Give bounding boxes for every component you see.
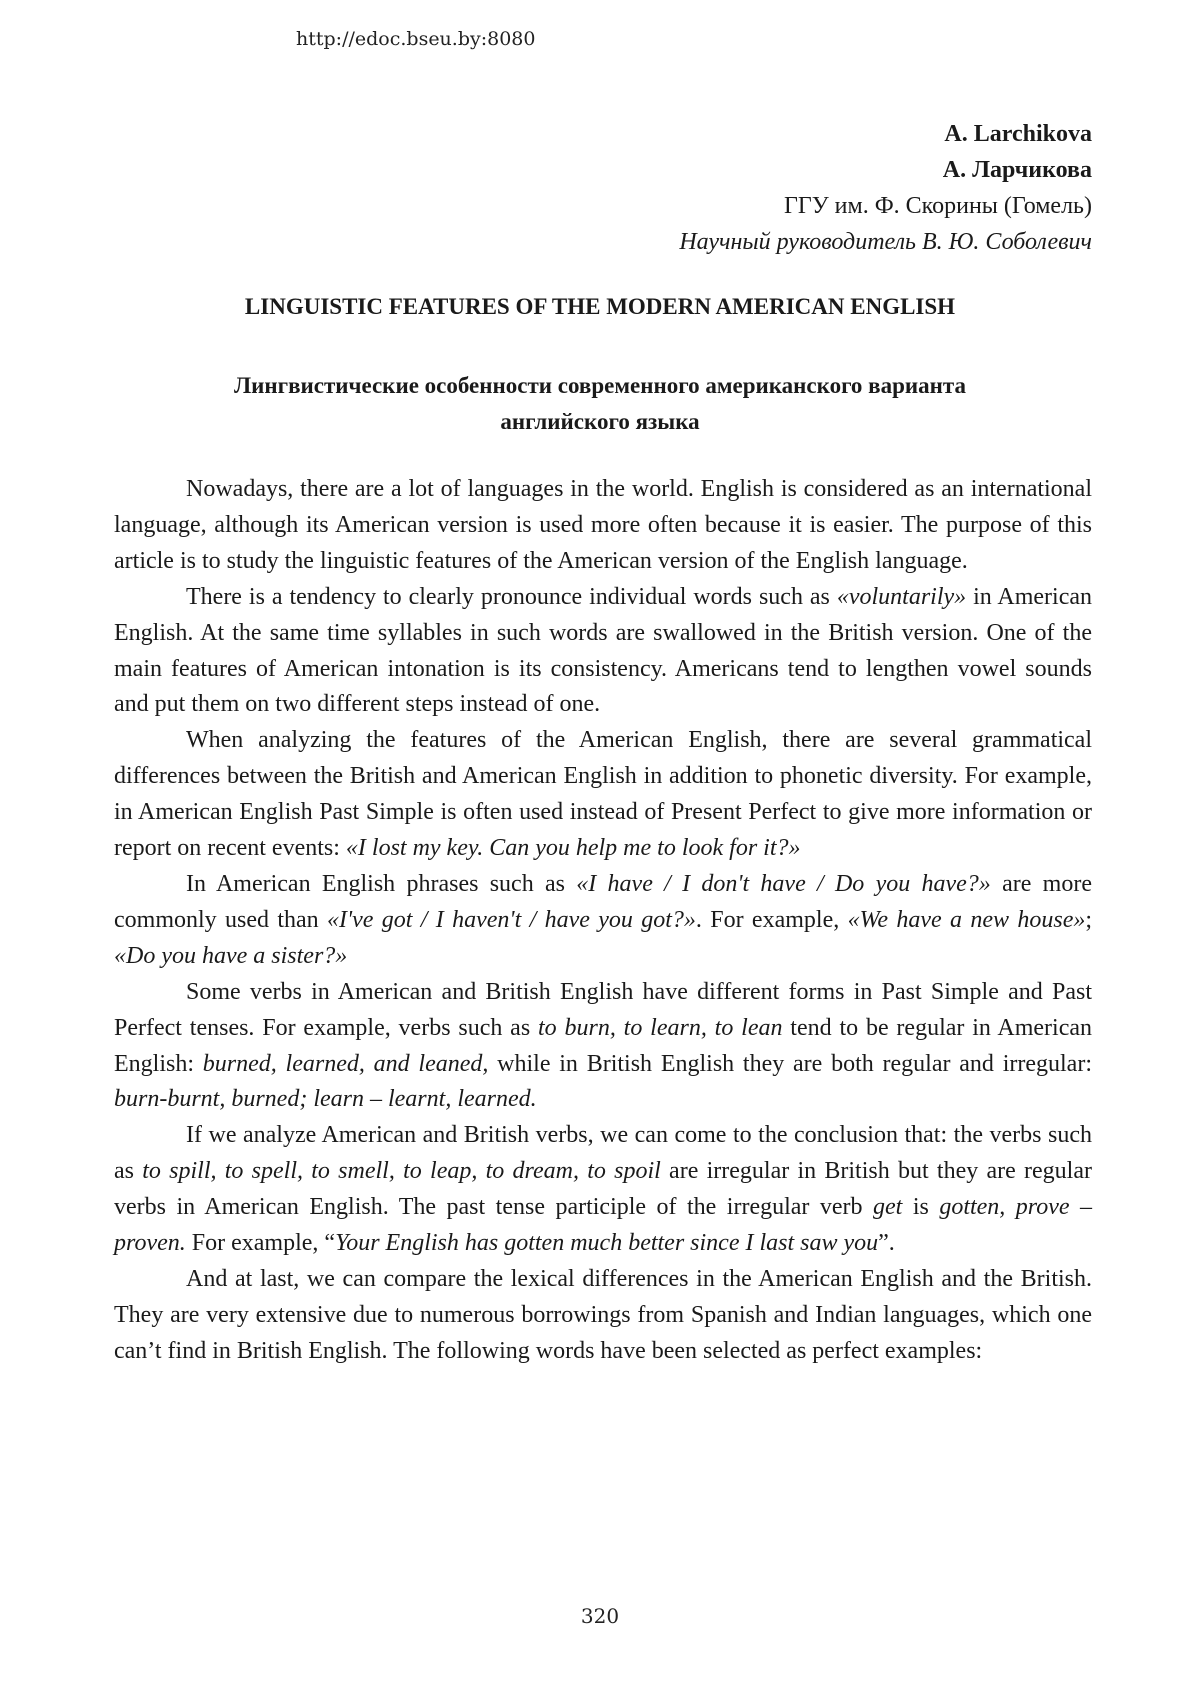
author-name-en: A. Larchikova [944, 121, 1092, 147]
subtitle-line-2: английского языка [500, 409, 700, 434]
supervisor: Научный руководитель В. Ю. Соболевич [679, 229, 1092, 255]
article-subtitle [100, 368, 1100, 440]
paragraph-6: If we analyze American and British verbs, we can come to the conclusion that: the verbs such as to spill, to spell, to smell, to leap, to dream, to spoil are irregular in British but they are regular verbs in American English. The past tense participle of the irregular verb get is gotten, prove – proven. For example, “Your English has gotten much better since I last saw you”. [114, 1122, 1093, 1257]
affiliation: ГГУ им. Ф. Скорины (Гомель) [783, 193, 1092, 219]
author-block [679, 116, 1092, 260]
article-title: LINGUISTIC FEATURES OF THE MODERN AMERICAN ENGLISH [244, 294, 956, 319]
article-body [114, 472, 1092, 1370]
paragraph-4: In American English phrases such as «I have / I don't have / Do you have?» are more commonly used than «I've got / I haven't / have you got?». For example, «We have a new house»; «Do you have a sister?» [114, 870, 1093, 969]
author-name-ru: А. Ларчикова [942, 157, 1092, 183]
subtitle-line-1: Лингвистические особенности современного американского варианта [234, 373, 966, 398]
paragraph-7: And at last, we can compare the lexical differences in the American English and the British. They are very extensive due to numerous borrowings from Spanish and Indian languages, which one can’t find in British English. The following words have been selected as perfect examples: [114, 1265, 1092, 1364]
paragraph-1: Nowadays, there are a lot of languages in the world. English is considered as an international language, although its American version is used more often because it is easier. The purpose of this article is to study the linguistic features of the American version of the English language. [114, 476, 1092, 574]
page-number: 320 [580, 1604, 620, 1628]
paragraph-2: There is a tendency to clearly pronounce individual words such as «voluntarily» in American English. At the same time syllables in such words are swallowed in the British version. One of the main features of American intonation is its consistency. Americans tend to lengthen vowel sounds and put them on two different steps instead of one. [114, 583, 1092, 718]
source-url: http://edoc.bseu.by:8080 [296, 28, 536, 50]
paragraph-5: Some verbs in American and British English have different forms in Past Simple and Past Perfect tenses. For example, verbs such as to burn, to learn, to lean tend to be regular in American English: burned, learned, and leaned, while in British English they are both regular and irregular: burn-burnt, burned; learn – learnt, learned. [114, 978, 1093, 1113]
paragraph-3: When analyzing the features of the American English, there are several grammatical differences between the British and American English in addition to phonetic diversity. For example, in American English Past Simple is often used instead of Present Perfect to give more information or report on recent events: «I lost my key. Can you help me to look for it?» [114, 727, 1092, 862]
